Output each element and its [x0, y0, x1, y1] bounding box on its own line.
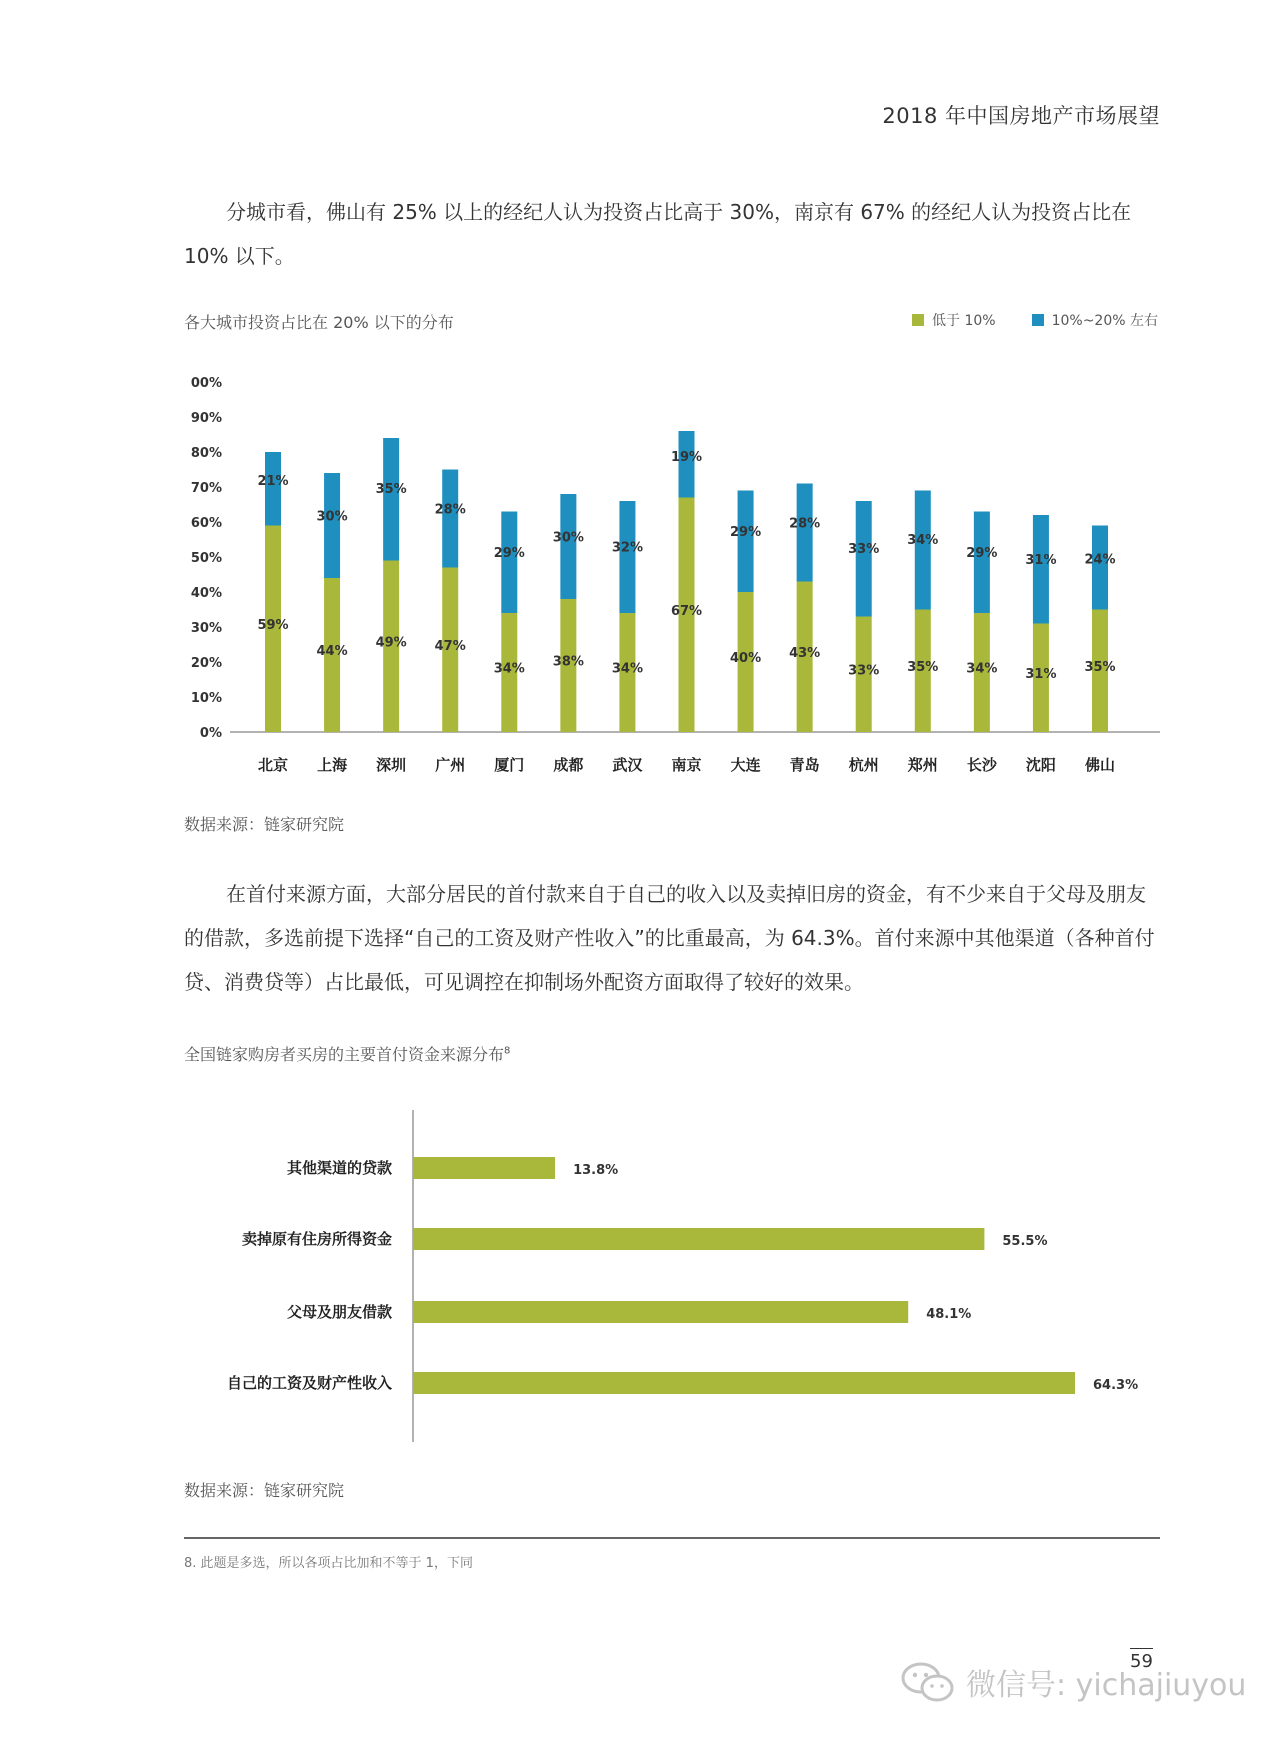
category-label: 佛山 — [1084, 756, 1116, 774]
watermark — [900, 1660, 1246, 1704]
y-tick-label: 70% — [190, 481, 222, 496]
bar-value-label: 34% — [907, 533, 939, 549]
bar-value-label: 29% — [966, 546, 998, 562]
page-number: 59 — [1130, 1648, 1153, 1672]
bar-value-label: 33% — [848, 541, 880, 557]
hbar-value-label: 64.3% — [1093, 1378, 1139, 1393]
category-label: 郑州 — [907, 756, 938, 774]
category-label: 青岛 — [789, 756, 820, 774]
legend-label-mid: 10%~20% 左右 — [1051, 313, 1158, 329]
hbar-category-label: 父母及朋友借款 — [286, 1303, 392, 1321]
bar-value-label: 19% — [670, 449, 703, 465]
y-tick-label: 10% — [190, 691, 222, 706]
bar-value-label: 31% — [1025, 552, 1057, 568]
bar-value-label: 44% — [316, 644, 348, 659]
wechat-icon — [900, 1660, 956, 1704]
bar-value-label: 67% — [670, 603, 703, 619]
hbar-category-label: 卖掉原有住房所得资金 — [241, 1230, 392, 1248]
chart2-title-text: 全国链家购房者买房的主要首付资金来源分布 — [184, 1045, 505, 1064]
bar-value-label: 34% — [493, 661, 525, 677]
hbar-value-label: 55.5% — [1002, 1234, 1048, 1249]
stacked-bar-chart — [0, 0, 1280, 800]
horizontal-bar-chart — [0, 1080, 1280, 1460]
legend-label-low: 低于 10% — [932, 313, 996, 329]
category-label: 沈阳 — [1025, 756, 1056, 774]
category-label: 成都 — [553, 756, 584, 774]
hbar — [413, 1228, 984, 1250]
bar-value-label: 59% — [257, 617, 289, 633]
category-label: 大连 — [730, 756, 761, 774]
bar-value-label: 35% — [1084, 659, 1116, 675]
header-title: 2018 年中国房地产市场展望 — [882, 104, 1160, 128]
bar-value-label: 29% — [493, 546, 525, 562]
bar-value-label: 34% — [611, 661, 643, 677]
chart2-source: 数据来源：链家研究院 — [184, 1481, 345, 1500]
bar-segment-mid — [501, 512, 517, 614]
category-label: 深圳 — [376, 756, 407, 774]
bar-value-label: 21% — [257, 474, 289, 490]
category-label: 广州 — [435, 756, 466, 774]
bar-value-label: 35% — [375, 482, 407, 498]
paragraph-1-text: 分城市看，佛山有 25% 以上的经纪人认为投资占比高于 30%，南京有 67% 的经纪人认为投资占比在 10% 以下。 — [184, 200, 1132, 268]
bar-segment-mid — [442, 470, 458, 568]
bar-value-label: 33% — [848, 663, 880, 679]
category-label: 杭州 — [848, 756, 879, 774]
chart1-title: 各大城市投资占比在 20% 以下的分布 — [184, 313, 454, 332]
bar-value-label: 28% — [434, 502, 466, 518]
hbar-value-label: 13.8% — [573, 1163, 619, 1178]
bar-segment-mid — [856, 501, 872, 617]
bar-segment-mid — [619, 501, 635, 613]
hbar-category-label: 其他渠道的贷款 — [286, 1159, 392, 1177]
category-label: 上海 — [317, 756, 348, 774]
bar-value-label: 35% — [907, 659, 939, 675]
bar-segment-mid — [1092, 526, 1108, 610]
category-label: 厦门 — [494, 756, 525, 774]
bar-segment-mid — [1033, 515, 1049, 624]
paragraph-2-text: 在首付来源方面，大部分居民的首付款来自于自己的收入以及卖掉旧房的资金，有不少来自于父母及朋友的借款，多选前提下选择“自己的工资及财产性收入”的比重最高，为 64.3%。首付来源中其他渠道（各种首付贷、消费贷等）占比最低，可见调控在抑制场外配资方面取得了较好的效果。 — [184, 882, 1155, 994]
category-label: 南京 — [671, 756, 702, 774]
bar-segment-mid — [383, 438, 399, 561]
bar-segment-mid — [797, 484, 813, 582]
bar-value-label: 32% — [611, 540, 643, 556]
bar-value-label: 30% — [552, 530, 584, 546]
bar-segment-mid — [915, 491, 931, 610]
y-tick-label: 30% — [190, 621, 222, 636]
hbar — [413, 1157, 555, 1179]
bar-segment-mid — [324, 473, 340, 578]
bar-segment-mid — [738, 491, 754, 593]
y-tick-label: 80% — [190, 446, 222, 461]
chart2-title — [184, 1042, 510, 1065]
y-tick-label: 90% — [190, 411, 222, 426]
y-tick-label: 0% — [199, 726, 222, 741]
bar-value-label: 43% — [789, 645, 821, 661]
y-tick-label: 00% — [190, 376, 222, 391]
paragraph-2 — [184, 872, 1160, 1004]
bar-value-label: 31% — [1025, 666, 1057, 682]
category-label: 北京 — [257, 756, 289, 774]
bar-value-label: 49% — [375, 635, 407, 651]
bar-value-label: 29% — [730, 525, 762, 541]
category-label: 武汉 — [612, 756, 643, 774]
bar-value-label: 34% — [966, 661, 998, 677]
hbar — [413, 1372, 1075, 1394]
bar-value-label: 30% — [316, 509, 348, 525]
y-tick-label: 40% — [190, 586, 222, 601]
footnote: 8. 此题是多选，所以各项占比加和不等于 1，下同 — [184, 1556, 473, 1571]
category-label: 长沙 — [966, 756, 997, 774]
y-tick-label: 50% — [190, 551, 222, 566]
hbar-value-label: 48.1% — [926, 1307, 972, 1322]
bar-value-label: 47% — [434, 638, 466, 654]
bar-value-label: 38% — [552, 654, 584, 670]
footnote-divider — [184, 1537, 1160, 1539]
watermark-text: 微信号: yichajiuyou — [966, 1668, 1247, 1703]
bar-segment-mid — [560, 494, 576, 599]
y-tick-label: 20% — [190, 656, 222, 671]
bar-value-label: 24% — [1084, 552, 1116, 568]
chart1-source: 数据来源：链家研究院 — [184, 815, 345, 834]
bar-value-label: 40% — [730, 651, 762, 666]
y-tick-label: 60% — [190, 516, 222, 531]
hbar-category-label: 自己的工资及财产性收入 — [226, 1374, 392, 1392]
bar-value-label: 28% — [789, 516, 821, 532]
chart2-footnote-ref: 8 — [504, 1045, 511, 1057]
hbar — [413, 1301, 908, 1323]
bar-segment-mid — [974, 512, 990, 614]
